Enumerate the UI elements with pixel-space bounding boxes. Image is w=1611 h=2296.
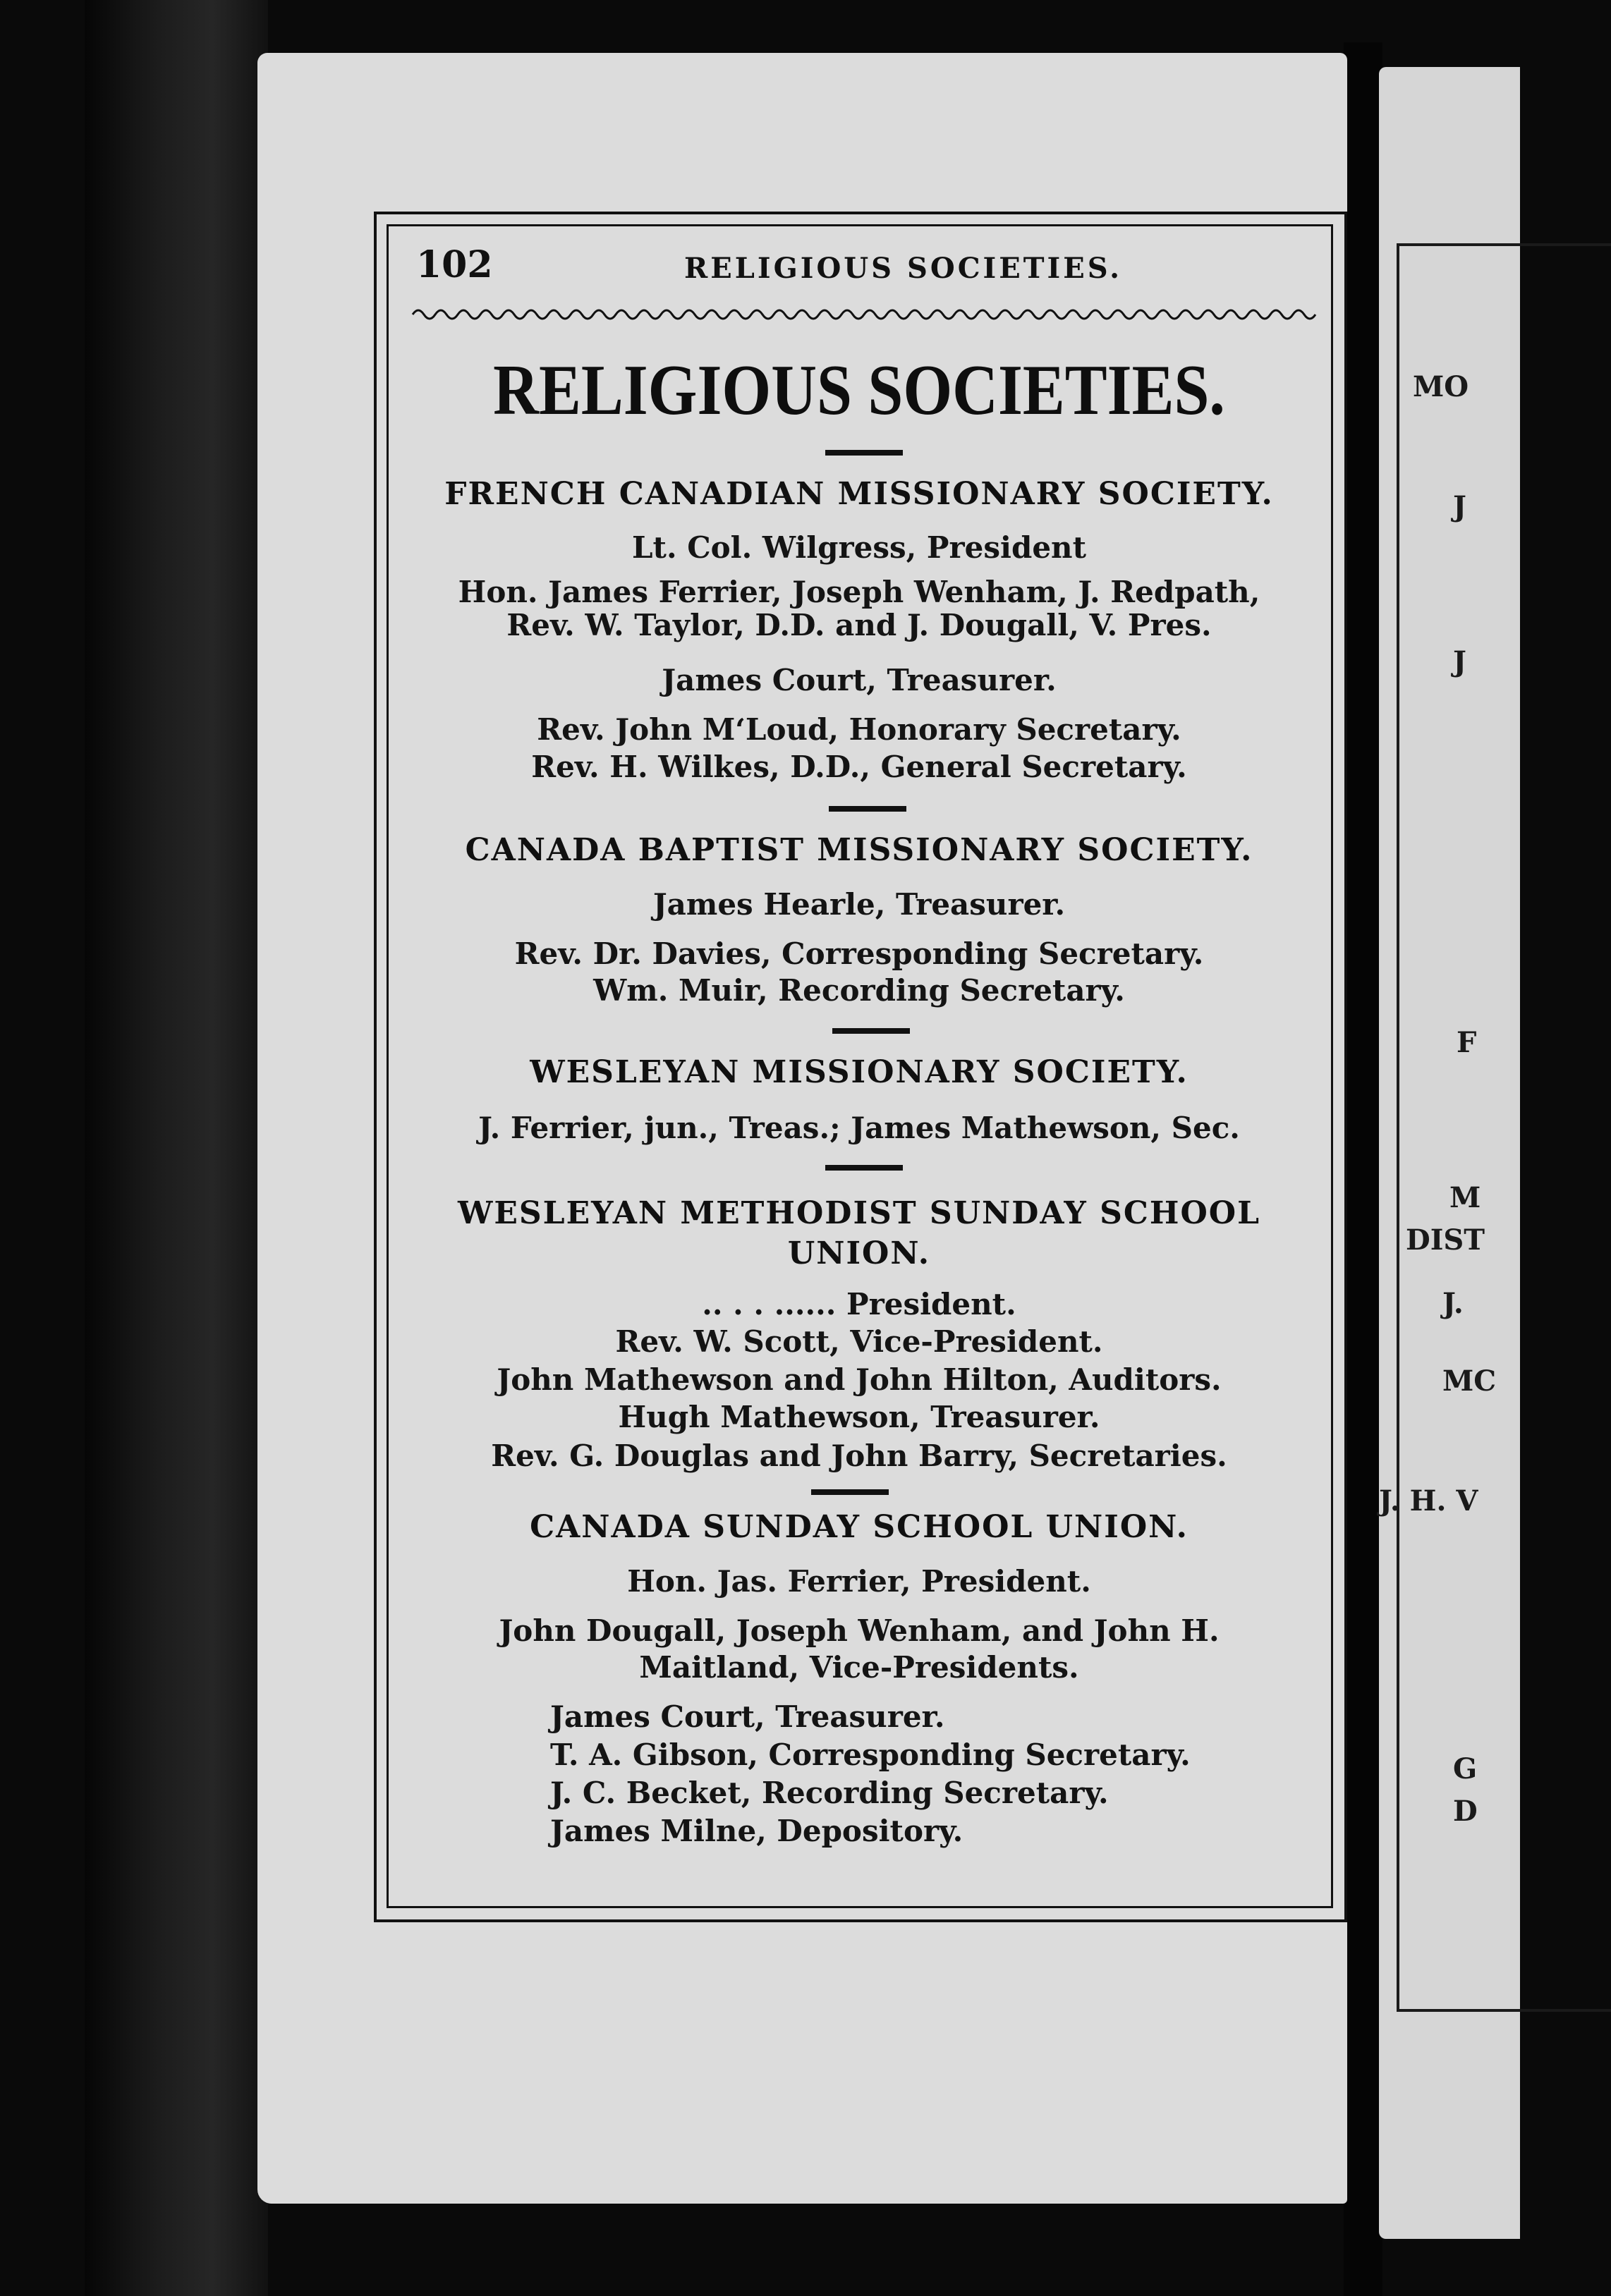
facing-page-fragment: M	[1449, 1181, 1481, 1214]
facing-page-fragment: D	[1453, 1795, 1478, 1828]
page-gutter	[1344, 42, 1382, 2296]
facing-page-fragment: DIST	[1406, 1223, 1485, 1257]
officer-line: Hon. Jas. Ferrier, President.	[627, 1564, 1091, 1599]
section-rule	[811, 1489, 889, 1495]
officer-line: John Dougall, Joseph Wenham, and John H.	[499, 1613, 1220, 1648]
officer-line: J. Ferrier, jun., Treas.; James Mathewson, Sec.	[478, 1111, 1240, 1145]
officer-line: T. A. Gibson, Corresponding Secretary.	[550, 1738, 1191, 1772]
facing-page-fragment: G	[1453, 1752, 1478, 1785]
running-title: RELIGIOUS SOCIETIES.	[684, 252, 1123, 285]
wavy-rule	[413, 305, 1315, 324]
facing-page-fragment: MC	[1442, 1364, 1497, 1398]
section-heading-wesleyan-methodist: WESLEYAN METHODIST SUNDAY SCHOOL	[457, 1195, 1261, 1231]
officer-line: Rev. H. Wilkes, D.D., General Secretary.	[531, 750, 1187, 784]
officer-line: Rev. G. Douglas and John Barry, Secretaries.	[491, 1439, 1227, 1473]
facing-page-fragment: J.	[1442, 1287, 1464, 1320]
officer-line: John Mathewson and John Hilton, Auditors.	[497, 1362, 1222, 1397]
facing-page-fragment: J. H. V	[1379, 1484, 1478, 1518]
facing-page-fragment: J	[1453, 490, 1466, 523]
officer-line: Rev. John M‘Loud, Honorary Secretary.	[537, 712, 1181, 747]
officer-line: Maitland, Vice-Presidents.	[639, 1650, 1079, 1685]
officer-line: .. . . ...... President.	[702, 1287, 1016, 1321]
officer-line: J. C. Becket, Recording Secretary.	[550, 1776, 1109, 1810]
running-head	[409, 243, 1326, 293]
officer-line: Hugh Mathewson, Treasurer.	[618, 1400, 1100, 1434]
section-heading-continuation: UNION.	[787, 1235, 931, 1271]
officer-line: James Court, Treasurer.	[662, 663, 1057, 697]
officer-line: Wm. Muir, Recording Secretary.	[593, 973, 1125, 1008]
officer-line: Rev. W. Taylor, D.D. and J. Dougall, V. Pres.	[506, 608, 1212, 642]
facing-page-fragment: F	[1457, 1026, 1477, 1059]
officer-line: James Court, Treasurer.	[550, 1699, 945, 1734]
officer-line: Rev. Dr. Davies, Corresponding Secretary.	[514, 936, 1204, 971]
page-title: RELIGIOUS SOCIETIES.	[493, 350, 1225, 430]
facing-page-edge	[1379, 67, 1520, 2239]
officer-line: Hon. James Ferrier, Joseph Wenham, J. Redpath,	[458, 575, 1260, 609]
section-heading-canada-sunday-school: CANADA SUNDAY SCHOOL UNION.	[530, 1509, 1189, 1545]
officer-line: James Milne, Depository.	[550, 1814, 963, 1848]
section-heading-french-canadian: FRENCH CANADIAN MISSIONARY SOCIETY.	[444, 476, 1274, 512]
officer-line: James Hearle, Treasurer.	[652, 887, 1066, 922]
section-heading-wesleyan-missionary: WESLEYAN MISSIONARY SOCIETY.	[530, 1054, 1189, 1090]
section-heading-canada-baptist: CANADA BAPTIST MISSIONARY SOCIETY.	[465, 832, 1253, 868]
facing-page-fragment: MO	[1413, 370, 1469, 403]
page-number: 102	[416, 243, 493, 286]
officer-line: Lt. Col. Wilgress, President	[632, 530, 1086, 565]
section-rule	[832, 1028, 910, 1034]
facing-page-fragment: J	[1453, 645, 1466, 678]
section-rule	[825, 450, 903, 456]
section-rule	[825, 1165, 903, 1171]
officer-line: Rev. W. Scott, Vice-President.	[615, 1324, 1103, 1359]
section-rule	[829, 806, 906, 812]
book-spine	[85, 0, 268, 2296]
